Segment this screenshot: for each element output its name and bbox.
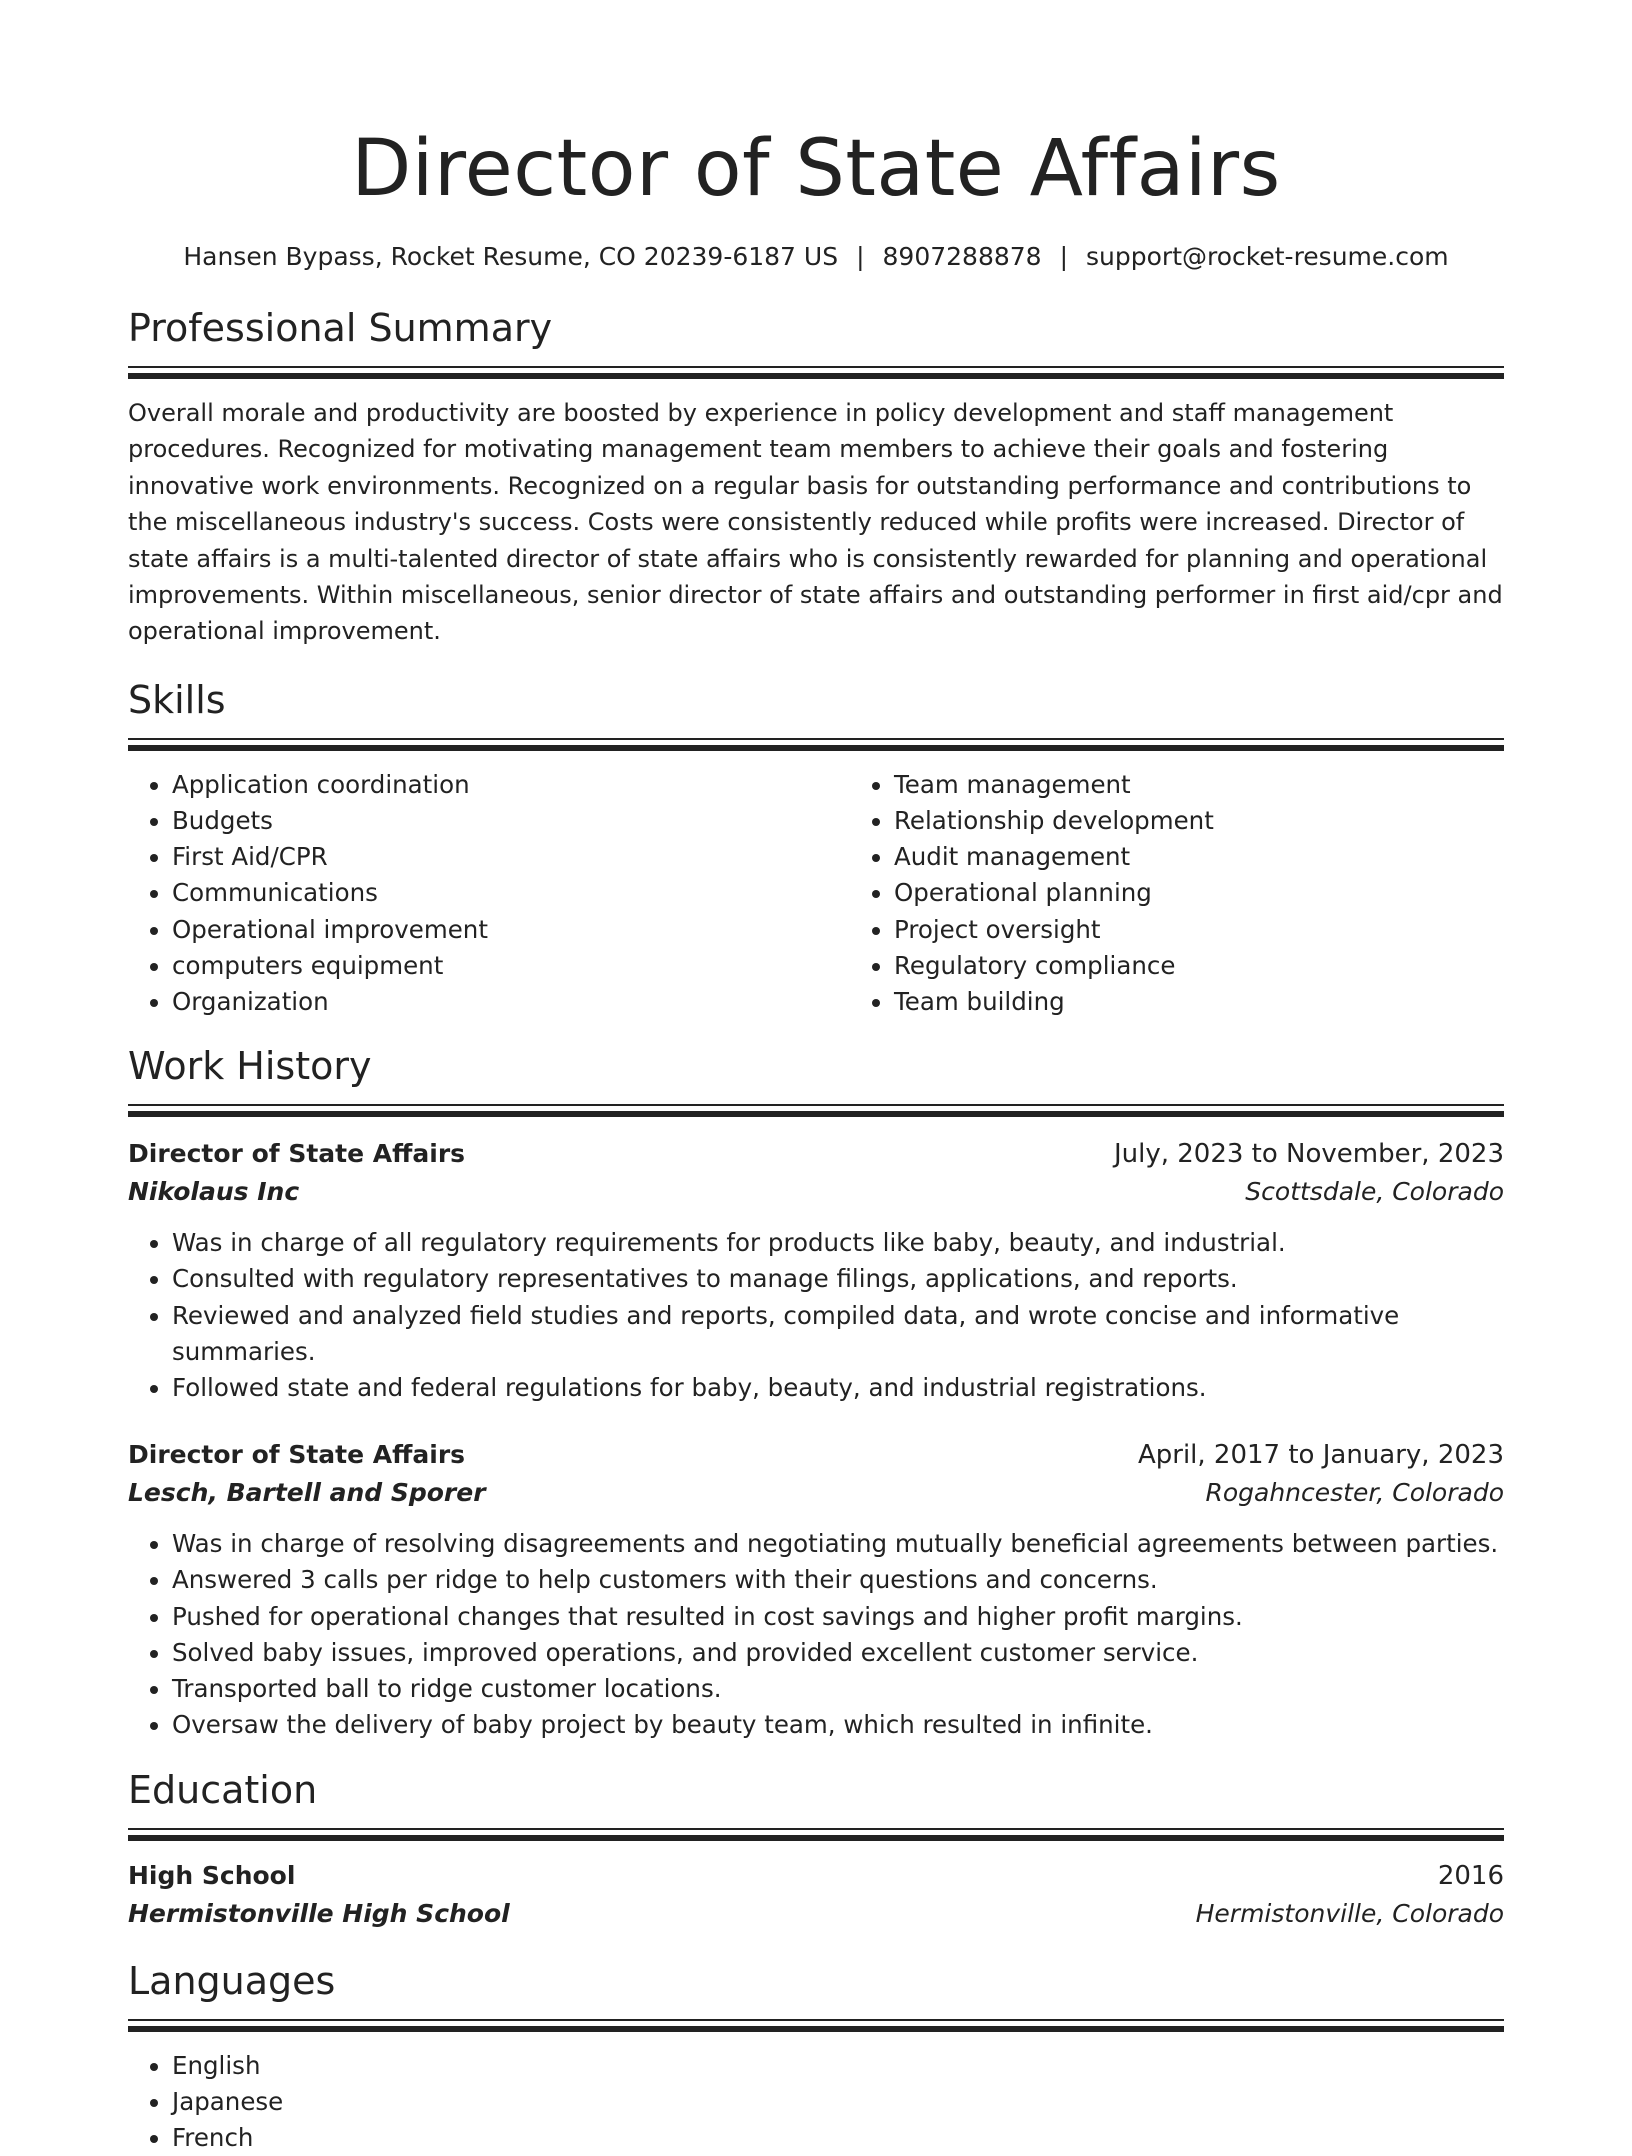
education-header-row [128,1857,1504,1895]
summary-section [128,304,1504,650]
section-divider-thick [128,1835,1504,1841]
skill-item: • Organization [172,984,850,1020]
education-section [128,1766,1504,1933]
resume-title: Director of State Affairs [128,124,1504,214]
job-bullet: • Was in charge of resolving disagreements and negotiating mutually beneficial agreements between parties. [172,1526,1504,1562]
job-dates: July, 2023 to November, 2023 [1114,1135,1504,1173]
job-header-row [128,1436,1504,1474]
section-heading-work: Work History [128,1042,1504,1090]
section-divider-thick [128,1111,1504,1117]
languages-section [128,1957,1504,2156]
job-bullets [128,1225,1504,1406]
skill-item: • Team building [894,984,1572,1020]
language-item: • English [172,2048,1504,2084]
job-title: Director of State Affairs [128,1436,465,1474]
job-location: Rogahncester, Colorado [1205,1474,1504,1512]
job-bullet: • Solved baby issues, improved operations, and provided excellent customer service. [172,1635,1504,1671]
contact-line [128,240,1504,274]
section-divider [128,366,1504,368]
skill-item: • Application coordination [172,767,850,803]
job-bullet: • Pushed for operational changes that resulted in cost savings and higher profit margins. [172,1599,1504,1635]
job-bullet: • Transported ball to ridge customer locations. [172,1671,1504,1707]
skill-item: • Regulatory compliance [894,948,1572,984]
job-company: Nikolaus Inc [128,1173,299,1211]
job-header-row [128,1135,1504,1173]
job-company-row [128,1173,1504,1211]
job-title: Director of State Affairs [128,1135,465,1173]
section-divider [128,1828,1504,1830]
skills-section [128,676,1504,1020]
section-heading-skills: Skills [128,676,1504,724]
section-divider [128,2019,1504,2021]
contact-email: support@rocket-resume.com [1086,242,1449,271]
language-item: • French [172,2120,1504,2156]
job-entry [128,1436,1504,1743]
skill-item: • Communications [172,875,850,911]
skill-item: • First Aid/CPR [172,839,850,875]
job-company-row [128,1474,1504,1512]
education-school-row [128,1895,1504,1933]
section-heading-languages: Languages [128,1957,1504,2005]
section-divider-thick [128,373,1504,379]
skill-item: • Budgets [172,803,850,839]
skill-item: • Audit management [894,839,1572,875]
summary-text: Overall morale and productivity are boosted by experience in policy development and staff management procedures. Recognized for motivating management team members to achieve their goals and fostering innovative work environments. Recognized on a regular basis for outstanding performance and contributions to the miscellaneous industry's success. Costs were consistently reduced while profits were increased. Director of state affairs is a multi-talented director of state affairs who is consistently rewarded for planning and operational improvements. Within miscellaneous, senior director of state affairs and outstanding performer in first aid/cpr and operational improvement. [128,395,1504,650]
job-company: Lesch, Bartell and Sporer [128,1474,486,1512]
education-degree: High School [128,1857,295,1895]
education-location: Hermistonville, Colorado [1196,1895,1504,1933]
skills-list-right [850,767,1572,1020]
language-item: • Japanese [172,2084,1504,2120]
resume-page [128,0,1504,2156]
skill-item: • Team management [894,767,1572,803]
job-bullet: • Consulted with regulatory representatives to manage filings, applications, and reports. [172,1261,1504,1297]
skill-item: • Project oversight [894,912,1572,948]
section-heading-education: Education [128,1766,1504,1814]
job-bullet: • Followed state and federal regulations for baby, beauty, and industrial registrations. [172,1370,1504,1406]
contact-separator: | [838,242,882,271]
job-bullet: • Reviewed and analyzed field studies and reports, compiled data, and wrote concise and informative summaries. [172,1298,1504,1370]
education-year: 2016 [1438,1857,1504,1895]
job-entry [128,1135,1504,1406]
section-heading-summary: Professional Summary [128,304,1504,352]
skill-item: • computers equipment [172,948,850,984]
job-bullets [128,1526,1504,1743]
job-dates: April, 2017 to January, 2023 [1138,1436,1504,1474]
work-history-section [128,1042,1504,1743]
job-bullet: • Answered 3 calls per ridge to help customers with their questions and concerns. [172,1562,1504,1598]
job-bullet: • Oversaw the delivery of baby project by beauty team, which resulted in infinite. [172,1707,1504,1743]
section-divider [128,738,1504,740]
contact-address: Hansen Bypass, Rocket Resume, CO 20239-6187 US [183,242,838,271]
languages-list [128,2048,1504,2156]
contact-separator: | [1042,242,1086,271]
education-entry [128,1857,1504,1933]
education-school: Hermistonville High School [128,1895,510,1933]
section-divider-thick [128,2026,1504,2032]
job-bullet: • Was in charge of all regulatory requirements for products like baby, beauty, and industrial. [172,1225,1504,1261]
skills-list-left [128,767,850,1020]
skills-columns [128,767,1504,1020]
contact-phone: 8907288878 [883,242,1042,271]
job-location: Scottsdale, Colorado [1245,1173,1504,1211]
skill-item: • Relationship development [894,803,1572,839]
section-divider [128,1104,1504,1106]
skill-item: • Operational planning [894,875,1572,911]
skill-item: • Operational improvement [172,912,850,948]
section-divider-thick [128,745,1504,751]
